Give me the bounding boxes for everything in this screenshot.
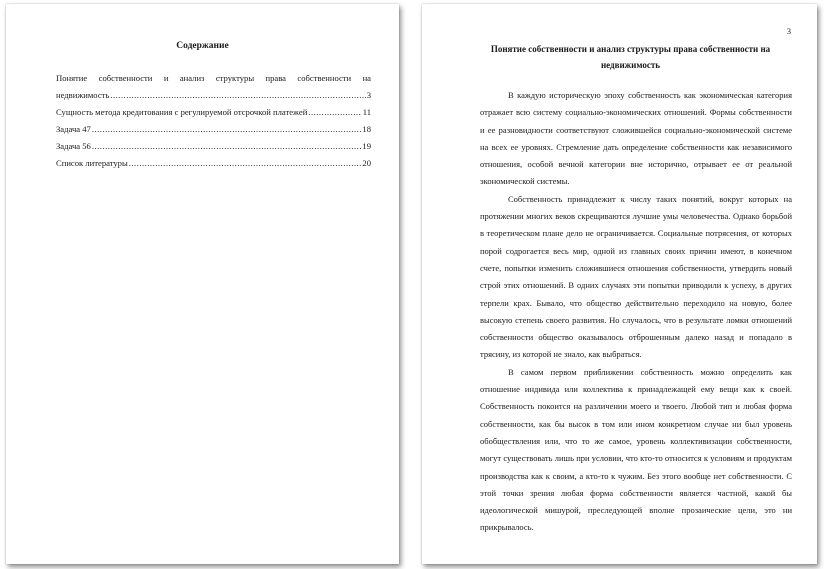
toc-entry-text: Сущность метода кредитования с регулируемой отсрочкой платежей	[56, 107, 308, 117]
toc-entry-text: Задача 56	[56, 141, 91, 151]
toc-leader-dots	[92, 121, 362, 138]
toc-title: Содержание	[176, 41, 229, 51]
toc-entry-page: 3	[366, 90, 371, 100]
toc-entry[interactable]	[56, 121, 371, 138]
toc-entry[interactable]	[56, 138, 371, 155]
section-title: Понятие собственности и анализ структуры права собственности на недвижимость	[490, 44, 771, 70]
toc-entry-page: 20	[362, 158, 371, 168]
toc-entry-text: Список литературы	[56, 158, 128, 168]
document-page-right	[422, 4, 817, 564]
toc-leader-dots	[92, 138, 362, 155]
toc-entry-text: недвижимость	[56, 90, 110, 100]
toc-leader-dots	[308, 104, 361, 121]
toc-entry[interactable]	[56, 87, 371, 104]
toc-leader-dots	[129, 155, 362, 172]
toc-entry[interactable]	[56, 104, 371, 121]
toc-entry-page: 18	[362, 124, 371, 134]
table-of-contents	[56, 70, 371, 172]
paragraph: В каждую историческую эпоху собственность как экономическая категория отражает всю систему социально-экономических отношений. Формы собственности и ее разновидности соответствуют сложившейся социально-экономической системе на всех ее уровнях. Стремление дать определение собственности как независимого отношения, особой вечной категории вне исторично, отрывает ее от реальной экономической системы.	[480, 90, 792, 187]
paragraph: Собственность принадлежит к числу таких понятий, вокруг которых на протяжении многих веков скрещиваются лучшие умы человечества. Однако борьбой в теоретическом плане дело не ограничивается. Социальные потрясения, от которых порой содрогается весь мир, одной из главных своих причин имеют, в конечном счете, попытки изменить сложившиеся отношения собственности, утвердить новый строй этих отношений. В одних случаях эти попытки приводили к успеху, в других терпели крах. Бывало, что общество действительно переходило на новую, более высокую степень своего развития. Но случалось, что в результате ломки отношений собственности общество оказывалось отброшенным далеко назад и попадало в трясину, из которой не знало, как выбраться.	[480, 193, 792, 360]
paragraph: В самом первом приближении собственность можно определить как отношение индивида или коллектива к принадлежащей ему вещи как к своей. Собственность покоится на различении моего и твоего. Любой тип и любая форма собственности, как бы высок в том или ином конкретном случае ни был уровень обобществления или, что то же самое, уровень коллективизации собственности, могут существовать лишь при условии, что кто-то относится к условиям и продуктам производства как к своим, а кто-то к чужим. Без этого вообще нет собственности. С этой точки зрения любая форма собственности является частной, какой бы идеологической мишурой, преследующей вполне прозаические цели, это ни прикрывалось.	[480, 366, 792, 533]
toc-entry-line1: Понятие собственности и анализ структуры права собственности на	[56, 73, 371, 83]
body-text	[480, 87, 792, 537]
toc-entry-text: Задача 47	[56, 124, 91, 134]
toc-entry[interactable]	[56, 155, 371, 172]
toc-entry-page: 19	[362, 141, 371, 151]
toc-entry-page: 11	[362, 107, 371, 117]
page-number: 3	[786, 26, 791, 36]
toc-leader-dots	[110, 87, 365, 104]
document-page-left	[6, 4, 399, 564]
